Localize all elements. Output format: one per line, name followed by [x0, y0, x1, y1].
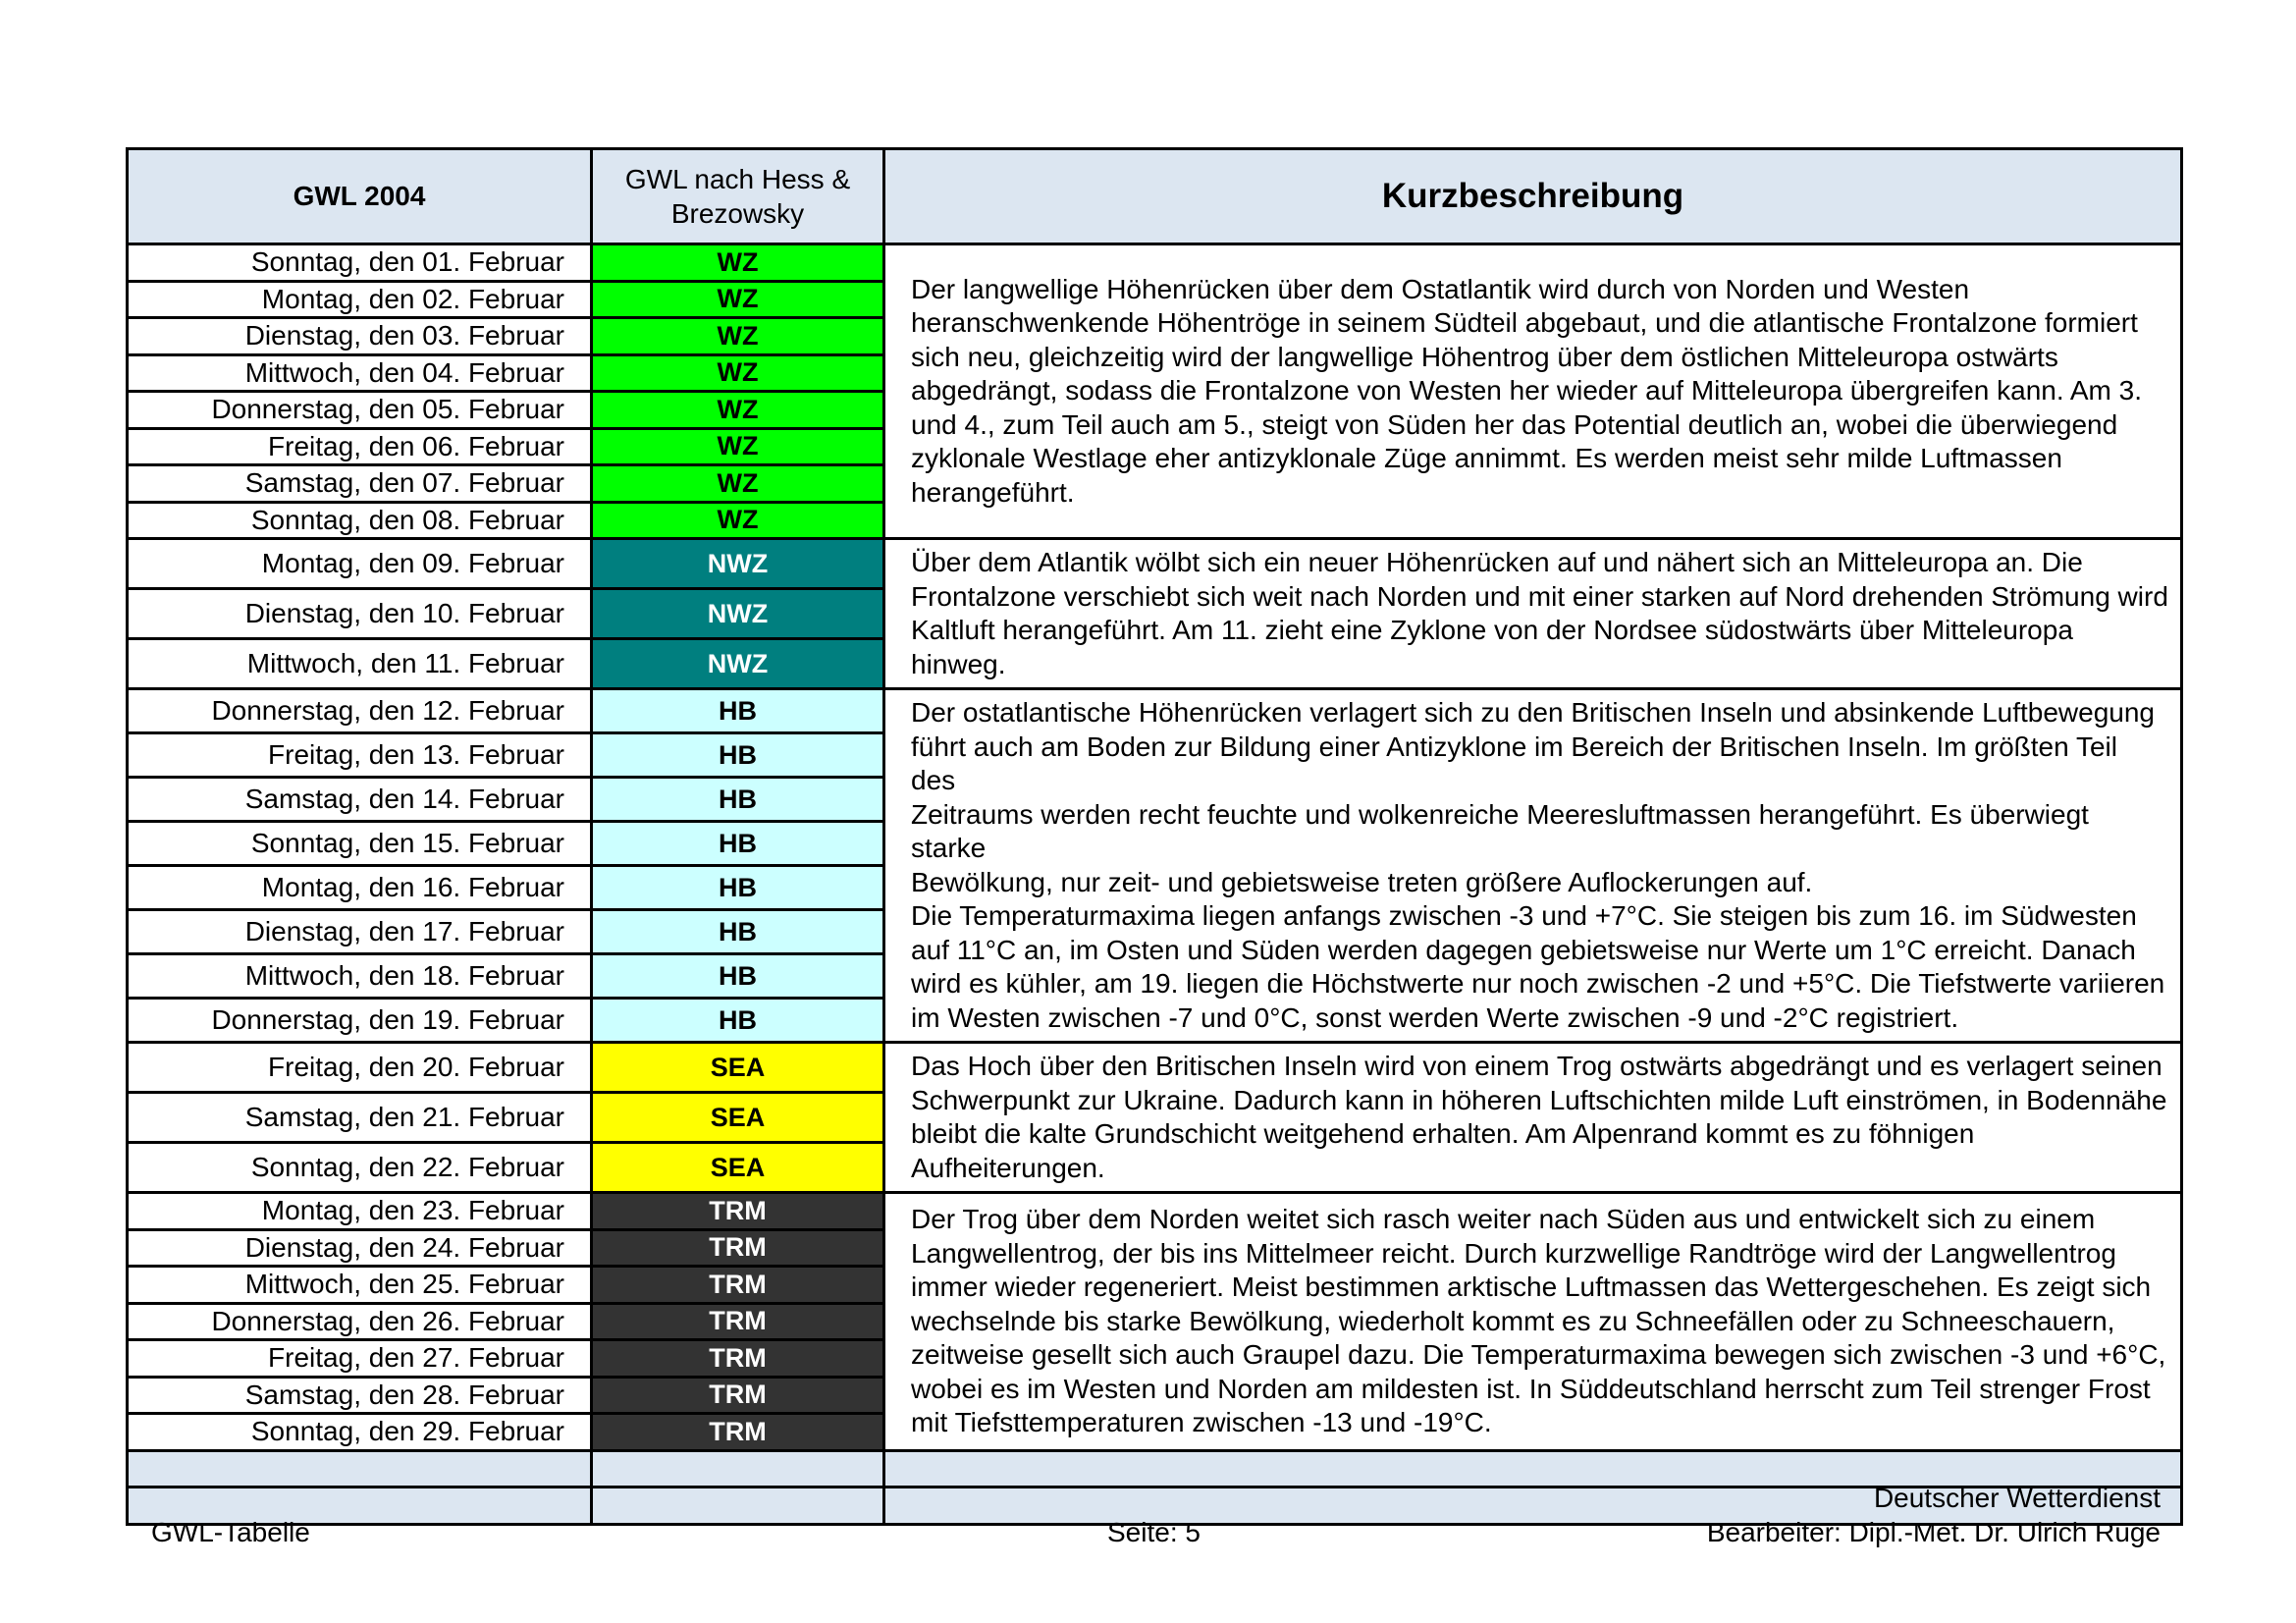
gwl-code-cell: WZ [592, 502, 884, 539]
date-cell: Donnerstag, den 26. Februar [128, 1303, 592, 1340]
footer-organization: Deutscher Wetterdienst [1873, 1483, 2161, 1513]
gwl-code-cell: WZ [592, 428, 884, 465]
empty-cell [592, 1488, 884, 1525]
description-cell [884, 244, 2182, 539]
gwl-code-cell: NWZ [592, 539, 884, 589]
gwl-code-cell: TRM [592, 1267, 884, 1304]
gwl-code-cell: NWZ [592, 589, 884, 639]
gwl-code-cell: WZ [592, 244, 884, 282]
date-cell: Mittwoch, den 25. Februar [128, 1267, 592, 1304]
footer-editor: Bearbeiter: Dipl.-Met. Dr. Ulrich Rüge [1706, 1517, 2161, 1547]
gwl-code-cell: HB [592, 999, 884, 1043]
gwl-code-cell: WZ [592, 281, 884, 318]
gwl-code-cell: HB [592, 778, 884, 822]
header-gwl-year: GWL 2004 [128, 149, 592, 244]
date-cell: Sonntag, den 22. Februar [128, 1143, 592, 1193]
gwl-code-cell: TRM [592, 1303, 884, 1340]
date-cell: Donnerstag, den 05. Februar [128, 392, 592, 429]
gwl-code-cell: TRM [592, 1229, 884, 1267]
gwl-code-cell: TRM [592, 1340, 884, 1378]
footer-document-title: GWL-Tabelle [151, 1517, 310, 1547]
table-row [128, 1193, 2182, 1230]
date-cell: Samstag, den 21. Februar [128, 1093, 592, 1143]
gwl-code-cell: HB [592, 866, 884, 910]
gwl-code-cell: WZ [592, 392, 884, 429]
date-cell: Freitag, den 06. Februar [128, 428, 592, 465]
gwl-code-cell: TRM [592, 1377, 884, 1414]
date-cell: Sonntag, den 01. Februar [128, 244, 592, 282]
gwl-code-cell: HB [592, 689, 884, 733]
date-cell: Freitag, den 27. Februar [128, 1340, 592, 1378]
description-text: Über dem Atlantik wölbt sich ein neuer Höhenrücken auf und nähert sich an Mitteleuropa an. Die Frontalzone verschiebt sich weit nach Norden und mit einer starken auf Nord drehenden Strömung wird Kaltluft herangeführt. Am 11. zieht eine Zyklone von der Nordsee südostwärts über Mitteleuropa hinweg. [911, 547, 2168, 679]
gwl-code-cell: TRM [592, 1414, 884, 1451]
table-header [128, 149, 2182, 244]
date-cell: Sonntag, den 08. Februar [128, 502, 592, 539]
date-cell: Freitag, den 20. Februar [128, 1043, 592, 1093]
date-cell: Samstag, den 14. Februar [128, 778, 592, 822]
gwl-code-cell: HB [592, 822, 884, 866]
date-cell: Dienstag, den 10. Februar [128, 589, 592, 639]
empty-cell [128, 1450, 592, 1488]
date-cell: Mittwoch, den 04. Februar [128, 354, 592, 392]
date-cell: Mittwoch, den 11. Februar [128, 639, 592, 689]
gwl-code-cell: HB [592, 910, 884, 954]
date-cell: Dienstag, den 24. Februar [128, 1229, 592, 1267]
date-cell: Dienstag, den 03. Februar [128, 318, 592, 355]
gwl-code-cell: SEA [592, 1043, 884, 1093]
description-text: Der ostatlantische Höhenrücken verlagert sich zu den Britischen Inseln und absinkende Luftbewegung führt auch am Boden zur Bildung einer Antizyklone im Bereich der Britischen Inseln. Im größten Teil des Zeitraums werden recht feuchte und wolkenreiche Meeresluftmassen herangeführt. Es überwiegt starke Bewölkung, nur zeit- und gebietsweise treten größere Auflockerungen auf. Die Temperaturmaxima liegen anfangs zwischen -3 und +7°C. Sie steigen bis zum 16. im Südwesten auf 11°C an, im Osten und Süden werden dagegen gebietsweise nur Werte um 1°C erreicht. Danach wird es kühler, am 19. liegen die Höchstwerte nur noch zwischen -2 und +5°C. Die Tiefstwerte variieren im Westen zwischen -7 und 0°C, sonst werden Werte zwischen -9 und -2°C registriert. [911, 697, 2165, 1033]
gwl-table [126, 147, 2183, 1526]
date-cell: Sonntag, den 29. Februar [128, 1414, 592, 1451]
gwl-code-cell: SEA [592, 1093, 884, 1143]
date-cell: Samstag, den 07. Februar [128, 465, 592, 503]
description-text: Der langwellige Höhenrücken über dem Ostatlantik wird durch von Norden und Westen heranschwenkende Höhentröge in seinem Südteil abgebaut, und die atlantische Frontalzone formiert sich neu, gleichzeitig wird der langwellige Höhentrog über dem östlichen Mitteleuropa ostwärts abgedrängt, sodass die Frontalzone von Westen her wieder auf Mitteleuropa übergreifen kann. Am 3. und 4., zum Teil auch am 5., steigt von Süden her das Potential deutlich an, wobei die überwiegend zyklonale Westlage eher antizyklonale Züge annimmt. Es werden meist sehr milde Luftmassen herangeführt. [911, 273, 2143, 508]
description-cell [884, 689, 2182, 1043]
description-text: Das Hoch über den Britischen Inseln wird von einem Trog ostwärts abgedrängt und es verlagert seinen Schwerpunkt zur Ukraine. Dadurch kann in höheren Luftschichten milde Luft einströmen, in Bodennähe bleibt die kalte Grundschicht weitgehend erhalten. Am Alpenrand kommt es zu föhnigen Aufheiterungen. [911, 1051, 2167, 1183]
description-text: Der Trog über dem Norden weitet sich rasch weiter nach Süden aus und entwickelt sich zu einem Langwellentrog, der bis ins Mittelmeer reicht. Durch kurzwellige Randtröge wird der Langwellentrog immer wieder regeneriert. Meist bestimmen arktische Luftmassen das Wettergeschehen. Es zeigt sich wechselnde bis starke Bewölkung, wiederholt kommt es zu Schneefällen oder zu Schneeschauern, zeitweise gesellt sich auch Graupel dazu. Die Temperaturmaxima bewegen sich zwischen -3 und +6°C, wobei es im Westen und Norden am mildesten ist. In Süddeutschland herrscht zum Teil strenger Frost mit Tiefsttemperaturen zwischen -13 und -19°C. [911, 1204, 2166, 1437]
gwl-code-cell: WZ [592, 318, 884, 355]
date-cell: Dienstag, den 17. Februar [128, 910, 592, 954]
table-row [128, 1043, 2182, 1093]
empty-cell [592, 1450, 884, 1488]
date-cell: Freitag, den 13. Februar [128, 733, 592, 778]
gwl-code-cell: WZ [592, 465, 884, 503]
gwl-code-cell: HB [592, 733, 884, 778]
table-row [128, 539, 2182, 589]
description-cell [884, 1043, 2182, 1193]
gwl-code-cell: HB [592, 954, 884, 999]
date-cell: Donnerstag, den 19. Februar [128, 999, 592, 1043]
description-cell [884, 539, 2182, 689]
date-cell: Mittwoch, den 18. Februar [128, 954, 592, 999]
header-gwl-classification: GWL nach Hess & Brezowsky [592, 149, 884, 244]
gwl-code-cell: WZ [592, 354, 884, 392]
date-cell: Montag, den 02. Februar [128, 281, 592, 318]
date-cell: Montag, den 16. Februar [128, 866, 592, 910]
date-cell: Montag, den 23. Februar [128, 1193, 592, 1230]
footer-page-number: Seite: 5 [1107, 1517, 1201, 1547]
gwl-code-cell: TRM [592, 1193, 884, 1230]
header-description: Kurzbeschreibung [884, 149, 2182, 244]
gwl-code-cell: NWZ [592, 639, 884, 689]
gwl-code-cell: SEA [592, 1143, 884, 1193]
table-row [128, 689, 2182, 733]
table-row [128, 244, 2182, 282]
footer-author [1707, 1481, 2161, 1549]
date-cell: Donnerstag, den 12. Februar [128, 689, 592, 733]
date-cell: Samstag, den 28. Februar [128, 1377, 592, 1414]
date-cell: Montag, den 09. Februar [128, 539, 592, 589]
description-cell [884, 1193, 2182, 1451]
date-cell: Sonntag, den 15. Februar [128, 822, 592, 866]
